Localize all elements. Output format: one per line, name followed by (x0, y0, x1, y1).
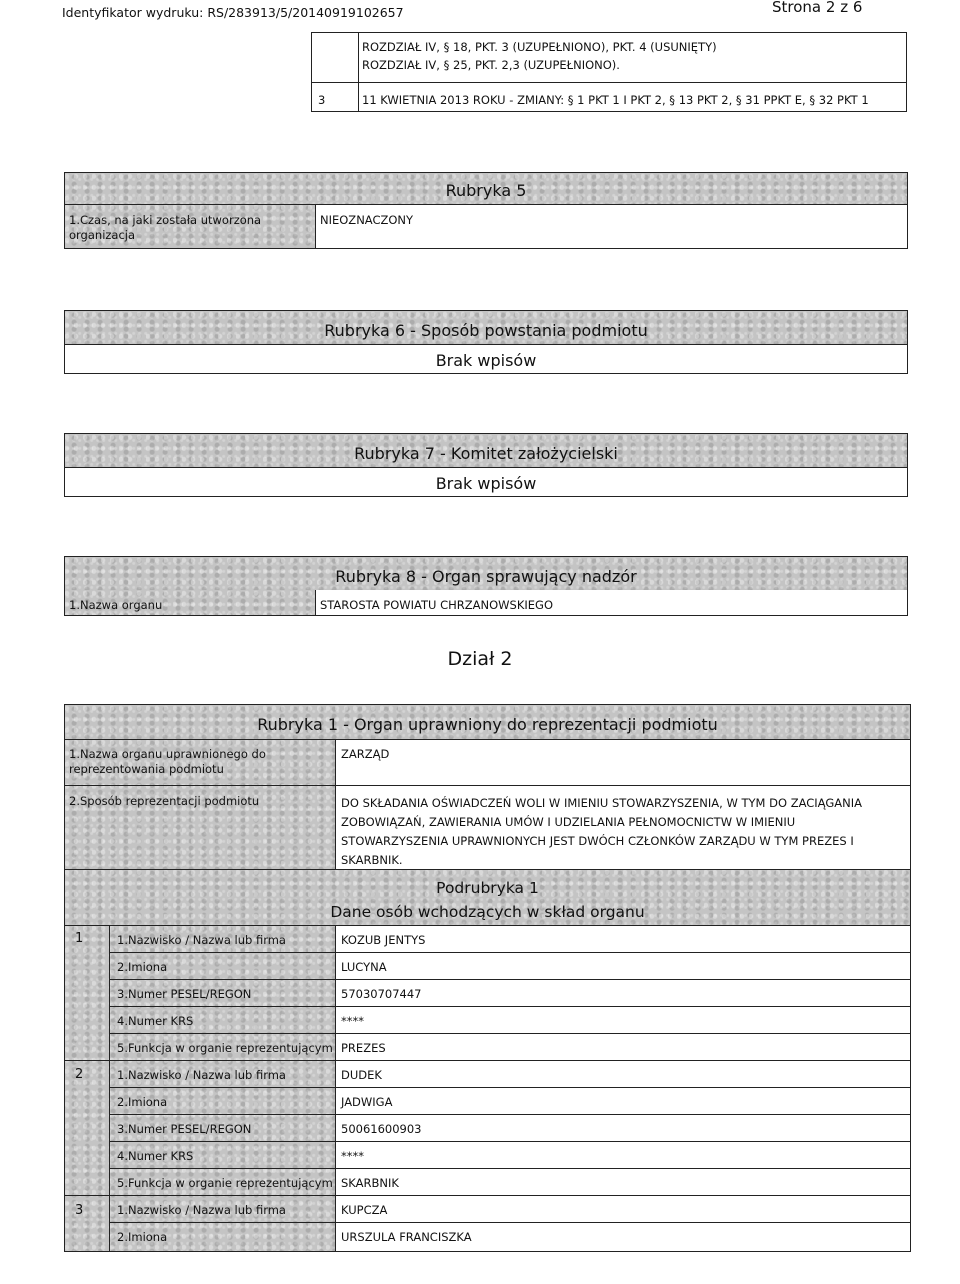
rubryka-8-label: 1.Nazwa organu (69, 598, 163, 612)
rubryka-8-section (64, 556, 908, 616)
person-field-label: 4.Numer KRS (117, 1014, 194, 1028)
person-field-label: 2.Imiona (117, 1095, 168, 1109)
person-field-value: 50061600903 (341, 1122, 422, 1136)
rubryka-6-empty: Brak wpisów (435, 351, 537, 370)
podrubryka-subtitle: Dane osób wchodzących w skład organu (330, 903, 645, 921)
print-identifier: Identyfikator wydruku: RS/283913/5/20140919102657 (62, 5, 404, 20)
dzial-2-rubryka-1 (64, 704, 911, 1252)
person-field-value: LUCYNA (341, 960, 387, 974)
person-field-label: 4.Numer KRS (117, 1149, 194, 1163)
person-field-value: 57030707447 (341, 987, 422, 1001)
amendments-row-divider (311, 82, 907, 83)
person-field-value: URSZULA FRANCISZKA (341, 1230, 472, 1244)
amendment-line-1: ROZDZIAŁ IV, § 18, PKT. 3 (UZUPEŁNIONO), PKT. 4 (USUNIĘTY) (362, 40, 717, 54)
person-field-label: 3.Numer PESEL/REGON (117, 987, 252, 1001)
person-number: 3 (75, 1203, 84, 1218)
person-field-value: **** (341, 1014, 364, 1028)
person-field-label: 3.Numer PESEL/REGON (117, 1122, 252, 1136)
page-number: Strona 2 z 6 (772, 0, 863, 16)
amendments-col-divider (358, 32, 359, 82)
amendment-row-number: 3 (318, 93, 326, 107)
person-field-value: **** (341, 1149, 364, 1163)
person-number: 1 (75, 931, 84, 946)
representation-value: DO SKŁADANIA OŚWIADCZEŃ WOLI W IMIENIU STOWARZYSZENIA, W TYM DO ZACIĄGANIA ZOBOWIĄZAŃ, ZAWIERANIA UMÓW I UDZIELANIA PEŁNOMOCNICTW W IMIENIU STOWARZYSZENIA UPRAWNIONYCH JEST DWÓCH CZŁONKÓW ZARZĄDU W TYM PREZES I SKARBNIK. (341, 796, 862, 867)
rubryka-7-section (64, 433, 908, 497)
organ-name-label: 1.Nazwa organu uprawnionego do reprezentowania podmiotu (69, 747, 266, 776)
section-title-dzial-2: Dział 2 (447, 648, 513, 670)
rubryka-6-section (64, 310, 908, 374)
person-field-value: KUPCZA (341, 1203, 388, 1217)
person-field-value: DUDEK (341, 1068, 382, 1082)
person-field-label: 1.Nazwisko / Nazwa lub firma (117, 933, 286, 947)
podrubryka-title: Podrubryka 1 (436, 879, 539, 897)
person-field-value: SKARBNIK (341, 1176, 399, 1190)
amendments-col-divider-2 (358, 82, 359, 112)
rubryka-5-value: NIEOZNACZONY (320, 213, 414, 227)
amendment-row-text: 11 KWIETNIA 2013 ROKU - ZMIANY: § 1 PKT 1 I PKT 2, § 13 PKT 2, § 31 PPKT E, § 32 PKT 1 (362, 93, 869, 107)
organ-name-value: ZARZĄD (341, 747, 390, 761)
rubryka-7-title: Rubryka 7 - Komitet założycielski (354, 444, 618, 463)
person-field-label: 5.Funkcja w organie reprezentującym (117, 1176, 333, 1190)
person-field-label: 1.Nazwisko / Nazwa lub firma (117, 1203, 286, 1217)
person-field-value: PREZES (341, 1041, 386, 1055)
person-number: 2 (75, 1067, 84, 1082)
rubryka-5-label: 1.Czas, na jaki została utworzona organizacja (69, 213, 262, 242)
rubryka-5-title: Rubryka 5 (445, 181, 527, 200)
rubryka-8-value: STAROSTA POWIATU CHRZANOWSKIEGO (320, 598, 554, 612)
representation-label: 2.Sposób reprezentacji podmiotu (69, 794, 260, 808)
person-field-label: 2.Imiona (117, 1230, 168, 1244)
rubryka-6-title: Rubryka 6 - Sposób powstania podmiotu (324, 321, 648, 340)
dzial-2-rubryka-1-title: Rubryka 1 - Organ uprawniony do reprezentacji podmiotu (257, 715, 718, 734)
person-field-label: 5.Funkcja w organie reprezentującym (117, 1041, 333, 1055)
rubryka-8-title: Rubryka 8 - Organ sprawujący nadzór (335, 567, 637, 586)
rubryka-7-empty: Brak wpisów (435, 474, 537, 493)
person-field-value: KOZUB JENTYS (341, 933, 426, 947)
person-field-label: 1.Nazwisko / Nazwa lub firma (117, 1068, 286, 1082)
person-field-value: JADWIGA (341, 1095, 393, 1109)
rubryka-5-section (64, 172, 908, 249)
amendment-line-2: ROZDZIAŁ IV, § 25, PKT. 2,3 (UZUPEŁNIONO). (362, 58, 620, 72)
person-field-label: 2.Imiona (117, 960, 168, 974)
